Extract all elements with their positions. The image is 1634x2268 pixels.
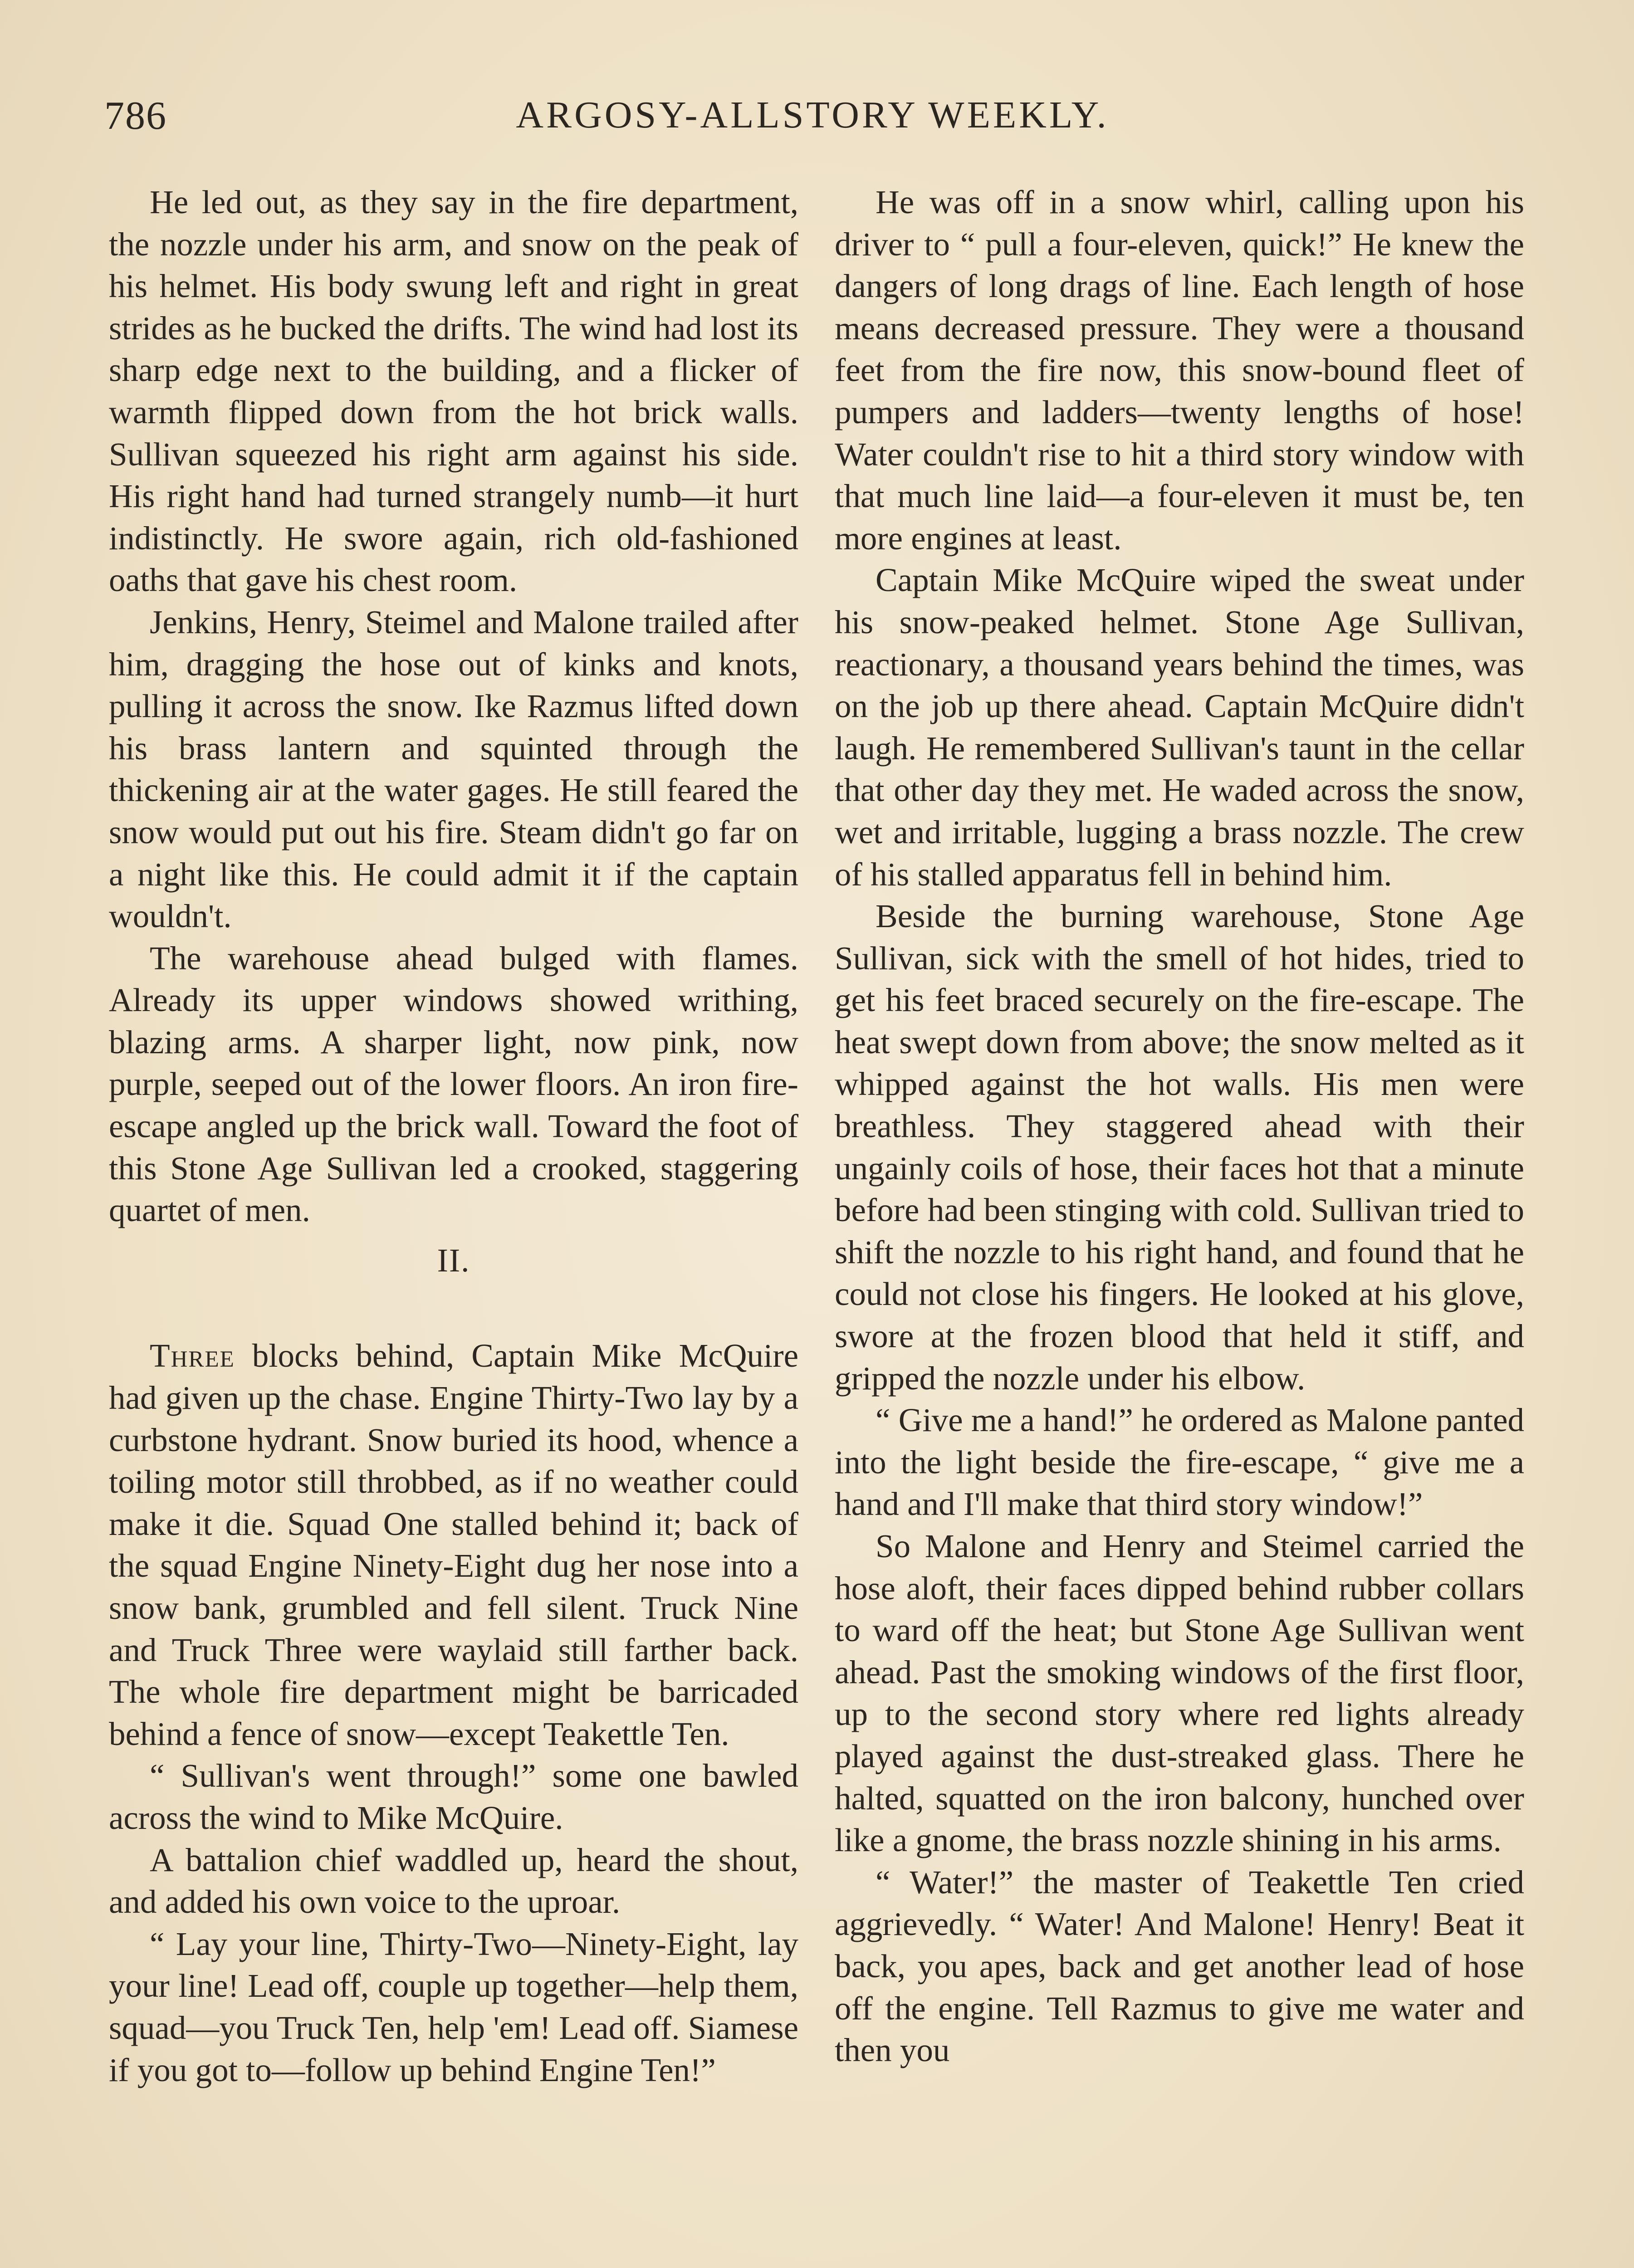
paragraph: “ Sullivan's went through!” some one bawled across the wind to Mike McQuire. bbox=[109, 1757, 798, 1836]
paragraph bbox=[109, 1335, 798, 1755]
paragraph: “ Lay your line, Thirty-Two—Ninety-Eight, lay your line! Lead off, couple up together—help them, squad—you Truck Ten, help 'em! Lead off. Siamese if you got to—follow up behind Engine Ten!” bbox=[109, 1925, 798, 2088]
paragraph: A battalion chief waddled up, heard the shout, and added his own voice to the uproar. bbox=[109, 1841, 798, 1921]
paragraph: “ Give me a hand!” he ordered as Malone panted into the light beside the fire-escape, “ give me a hand and I'll make that third story window!” bbox=[835, 1402, 1524, 1523]
paragraph: He led out, as they say in the fire department, the nozzle under his arm, and snow on the peak of his helmet. His body swung left and right in great strides as he bucked the drifts. The wind had lost its sharp edge next to the building, and a flicker of warmth flipped down from the hot brick walls. Sullivan squeezed his right arm against his side. His right hand had turned strangely numb—it hurt indistinctly. He swore again, rich old-fashioned oaths that gave his chest room. bbox=[109, 184, 798, 599]
paragraph: The warehouse ahead bulged with flames. Already its upper windows showed writhing, blazing arms. A sharper light, now pink, now purple, seeped out of the lower floors. An iron fire-escape angled up the brick wall. Toward the foot of this Stone Age Sullivan led a crooked, staggering quartet of men. bbox=[109, 939, 798, 1229]
paragraph: Jenkins, Henry, Steimel and Malone trailed after him, dragging the hose out of kinks and knots, pulling it across the snow. Ike Razmus lifted down his brass lantern and squinted through the thickening air at the water gages. He still feared the snow would put out his fire. Steam didn't go far on a night like this. He could admit it if the captain wouldn't. bbox=[109, 603, 798, 935]
paragraph-text: blocks behind, Captain Mike McQuire had given up the chase. Engine Thirty-Two lay by a curbstone hydrant. Snow buried its hood, whence a toiling motor still throbbed, as if no weather could make it die. Squad One stalled behind it; back of the squad Engine Ninety-Eight dug her nose into a snow bank, grumbled and fell silent. Truck Nine and Truck Three were waylaid still farther back. The whole fire department might be barricaded behind a fence of snow—except Teakettle Ten. bbox=[109, 1337, 798, 1752]
paragraph: “ Water!” the master of Teakettle Ten cried aggrievedly. “ Water! And Malone! Henry! Beat it back, you apes, back and get another lead of hose off the engine. Tell Razmus to give me water and then you bbox=[835, 1863, 1524, 2069]
paragraph: He was off in a snow whirl, calling upon his driver to “ pull a four-eleven, quick!” He knew the dangers of long drags of line. Each length of hose means decreased pressure. They were a thousand feet from the fire now, this snow-bound fleet of pumpers and ladders—twenty lengths of hose! Water couldn't rise to hit a third story window with that much line laid—a four-eleven it must be, ten more engines at least. bbox=[835, 184, 1524, 557]
left-column bbox=[109, 181, 798, 2091]
right-column bbox=[835, 181, 1524, 2072]
page-number: 786 bbox=[104, 94, 167, 138]
lead-word: Three bbox=[150, 1337, 235, 1374]
page-header bbox=[104, 93, 1521, 143]
running-head: ARGOSY-ALLSTORY WEEKLY. bbox=[516, 94, 1109, 136]
paragraph: Beside the burning warehouse, Stone Age Sullivan, sick with the smell of hot hides, tried to get his feet braced securely on the fire-escape. The heat swept down from above; the snow melted as it whipped against the hot walls. His men were breathless. They staggered ahead with their ungainly coils of hose, their faces hot that a minute before had been stinging with cold. Sullivan tried to shift the nozzle to his right hand, and found that he could not close his fingers. He looked at his glove, swore at the frozen blood that held it stiff, and gripped the nozzle under his elbow. bbox=[835, 898, 1524, 1397]
section-heading: II. bbox=[437, 1242, 470, 1279]
paragraph: So Malone and Henry and Steimel carried the hose aloft, their faces dipped behind rubber collars to ward off the heat; but Stone Age Sullivan went ahead. Past the smoking windows of the first floor, up to the second story where red lights already played against the dust-streaked glass. There he halted, squatted on the iron balcony, hunched over like a gnome, the brass nozzle shining in his arms. bbox=[835, 1528, 1524, 1859]
paragraph: Captain Mike McQuire wiped the sweat under his snow-peaked helmet. Stone Age Sullivan, reactionary, a thousand years behind the times, was on the job up there ahead. Captain McQuire didn't laugh. He remembered Sullivan's taunt in the cellar that other day they met. He waded across the snow, wet and irritable, lugging a brass nozzle. The crew of his stalled apparatus fell in behind him. bbox=[835, 562, 1524, 893]
